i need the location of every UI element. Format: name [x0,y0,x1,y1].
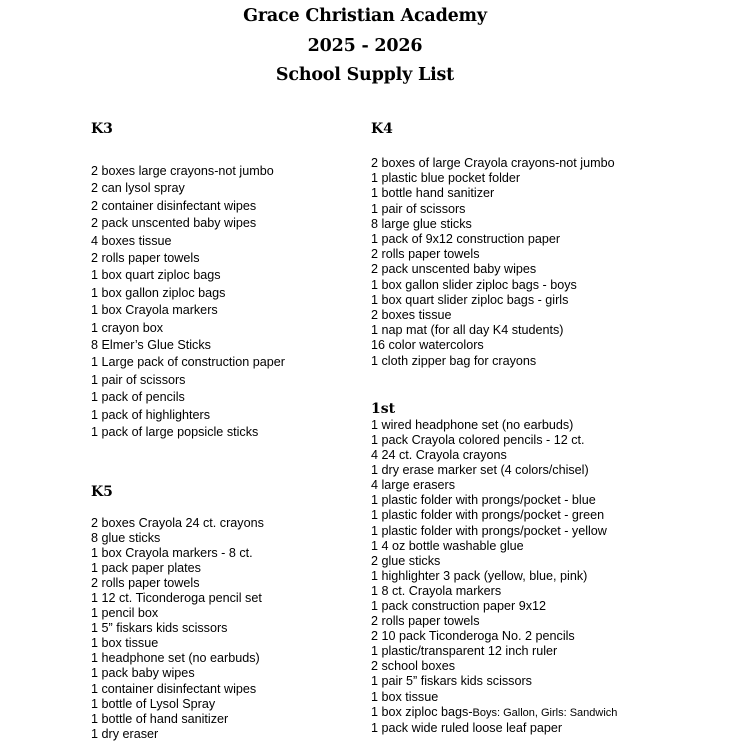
list-item: 1 crayon box [91,320,164,335]
list-item: 1 box quart ziploc bags [91,268,221,283]
list-item: 1 pencil box [91,606,159,621]
list-item: 8 glue sticks [91,530,161,545]
list-item: 1 box Crayola markers [91,303,218,318]
list-item: 1 headphone set (no earbuds) [91,651,260,666]
list-item: 1 box quart slider ziploc bags - girls [371,292,569,307]
list-item: 1 pair 5” fiskars kids scissors [371,674,532,689]
list-item: 1 pack of large popsicle sticks [91,425,259,440]
list-item: 1 box gallon slider ziploc bags - boys [371,277,577,292]
list-item: 1 plastic blue pocket folder [371,171,521,186]
list-item: 1 dry erase marker set (4 colors/chisel) [371,463,589,478]
list-item: 1 pair of scissors [371,201,466,216]
list-item: 1 pack of pencils [91,390,185,405]
list-item: 1 pack of 9x12 construction paper [371,232,561,247]
list-item: 1 8 ct. Crayola markers [371,583,502,598]
list-item: 4 boxes tissue [91,233,172,248]
school-year: 2025 - 2026 [307,35,423,56]
ziploc-note: Boys: Gallon, Girls: Sandwich [472,706,618,719]
supply-list-k5 [91,516,361,742]
list-item: 2 container disinfectant wipes [91,198,257,213]
list-item: 1 5” fiskars kids scissors [91,621,228,636]
document-header [0,2,730,91]
list-item: 1 pack construction paper 9x12 [371,598,547,613]
list-item: 2 rolls paper towels [371,247,480,262]
section-k4 [371,119,721,369]
list-item: 4 large erasers [371,478,455,493]
list-item: 1 bottle hand sanitizer [371,186,495,201]
right-column [371,119,721,736]
list-item: 1 wired headphone set (no earbuds) [371,417,574,432]
list-item: 2 can lysol spray [91,181,185,196]
list-item: 2 rolls paper towels [91,251,200,266]
list-item: 4 24 ct. Crayola crayons [371,448,507,463]
list-item: 2 pack unscented baby wipes [371,262,537,277]
list-item: 2 boxes Crayola 24 ct. crayons [91,515,264,530]
ziploc-item: 1 box ziploc bags- [371,704,473,719]
section-title-1st: 1st [371,400,396,417]
section-1st [371,400,721,736]
list-item: 1 nap mat (for all day K4 students) [371,323,564,338]
list-item: 1 container disinfectant wipes [91,681,257,696]
list-item: 2 boxes tissue [371,308,452,323]
supply-list-1st-extra [371,705,721,736]
left-column [91,119,361,742]
list-item: 2 glue sticks [371,553,441,568]
list-item: 2 10 pack Ticonderoga No. 2 pencils [371,629,575,644]
list-item: 1 box tissue [91,636,159,651]
section-title-k5: K5 [91,483,113,500]
list-item: 2 school boxes [371,659,456,674]
list-item: 1 pack paper plates [91,560,201,575]
list-item: 2 pack unscented baby wipes [91,216,257,231]
section-title-k3: K3 [91,121,113,137]
list-item: 1 bottle of Lysol Spray [91,696,216,711]
list-item: 1 box gallon ziploc bags [91,285,226,300]
list-item: 2 rolls paper towels [91,575,200,590]
list-item: 2 boxes large crayons-not jumbo [91,164,274,178]
list-item: 1 pack baby wipes [91,666,195,681]
supply-list-k3 [91,163,361,442]
list-item: 2 rolls paper towels [371,614,480,629]
list-item: 1 highlighter 3 pack (yellow, blue, pink) [371,568,588,583]
list-item: 1 plastic folder with prongs/pocket - blue [371,493,596,508]
list-item: 1 bottle of hand sanitizer [91,711,229,726]
list-item: 1 Large pack of construction paper [91,355,285,370]
list-item: 8 large glue sticks [371,216,472,231]
school-name: Grace Christian Academy [243,6,487,26]
list-item: 1 pack wide ruled loose leaf paper [371,720,563,735]
list-item: 1 box Crayola markers - 8 ct. [91,545,253,560]
list-item: 16 color watercolors [371,338,484,353]
list-item: 1 cloth zipper bag for crayons [371,353,537,368]
list-item: 1 pair of scissors [91,372,186,387]
list-item: 1 pack Crayola colored pencils - 12 ct. [371,432,585,447]
list-item: 1 box tissue [371,689,439,704]
list-item: 2 boxes of large Crayola crayons-not jumbo [371,156,615,170]
supply-list-k4 [371,156,721,369]
document-title: School Supply List [275,65,455,85]
list-item: 1 12 ct. Ticonderoga pencil set [91,590,262,605]
supply-list-1st [371,418,721,705]
section-k5 [91,482,361,742]
list-item: 1 4 oz bottle washable glue [371,538,524,553]
list-item: 1 plastic/transparent 12 inch ruler [371,644,558,659]
list-item: 1 dry eraser [91,726,159,741]
list-item [371,705,721,721]
list-item: 8 Elmer’s Glue Sticks [91,338,211,353]
list-item: 1 plastic folder with prongs/pocket - yellow [371,523,607,538]
list-item: 1 pack of highlighters [91,407,211,422]
list-item: 1 plastic folder with prongs/pocket - green [371,508,605,523]
section-title-k4: K4 [371,121,393,137]
section-k3 [91,119,361,442]
